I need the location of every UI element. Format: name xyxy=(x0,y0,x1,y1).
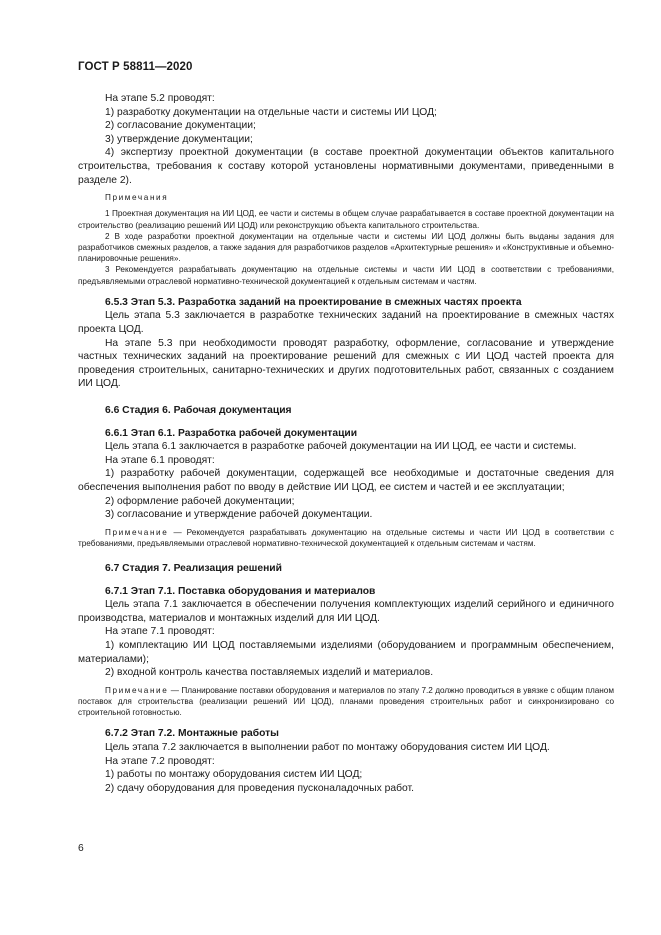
list-item: 1) разработку документации на отдельные части и системы ИИ ЦОД; xyxy=(105,106,437,118)
list-item: 2) сдачу оборудования для проведения пусконаладочных работ. xyxy=(105,782,414,794)
list-item: 2) согласование документации; xyxy=(105,120,256,132)
note-item: 2 В ходе разработки проектной документации на отдельные части и системы ИИ ЦОД должны быть выданы задания для разработчиков смежных разделов, а также задания для разработчиков разделов «Архитектурные решения» и «Конструктивные и объемно-планировочные решения». xyxy=(78,231,614,264)
list-item: 1) работы по монтажу оборудования систем ИИ ЦОД; xyxy=(105,769,363,781)
list-item: 3) согласование и утверждение рабочей документации. xyxy=(105,509,373,521)
page-number: 6 xyxy=(78,843,84,854)
note-6-7-1 xyxy=(78,685,614,719)
section-heading-6-7-1: 6.7.1 Этап 7.1. Поставка оборудования и материалов xyxy=(105,585,376,597)
paragraph: На этапе 6.1 проводят: xyxy=(105,454,215,466)
list-item: 1) комплектацию ИИ ЦОД поставляемыми изделиями (оборудованием и программным обеспечением, материалами); xyxy=(78,640,614,665)
note-6-6-1 xyxy=(78,527,614,549)
section-heading-6-6-1: 6.6.1 Этап 6.1. Разработка рабочей документации xyxy=(105,427,358,439)
list-item: 4) экспертизу проектной документации (в составе проектной документации объектов капитального строительства, требования к составу которой установлены нормативными документами, приведенными в разделе 2). xyxy=(78,147,614,186)
list-item: 2) входной контроль качества поставляемых изделий и материалов. xyxy=(105,667,434,679)
notes-title: Примечания xyxy=(105,193,169,203)
section-heading-6-5-3: 6.5.3 Этап 5.3. Разработка заданий на проектирование в смежных частях проекта xyxy=(105,296,522,308)
section-heading-6-7-2: 6.7.2 Этап 7.2. Монтажные работы xyxy=(105,728,279,740)
note-item: 1 Проектная документация на ИИ ЦОД, ее части и системы в общем случае разрабатывается в составе проектной документации на строительство (реализацию решений ИИ ЦОД) или реконструкцию объекта капитального строительства. xyxy=(78,209,614,230)
section-heading-6-7: 6.7 Стадия 7. Реализация решений xyxy=(105,563,282,575)
paragraph: На этапе 7.2 проводят: xyxy=(105,755,215,767)
section-heading-6-6: 6.6 Стадия 6. Рабочая документация xyxy=(105,404,292,416)
paragraph: Цель этапа 5.3 заключается в разработке технических заданий на проектирование в смежных частях проекта ЦОД. xyxy=(78,310,614,335)
note-text: — Планирование поставки оборудования и материалов по этапу 7.2 должно проводиться в увязке с общим планом поставок для строительства (реализации решений ИИ ЦОД), планами проведения строительных работ и синхронизировано со строительной готовностью. xyxy=(78,685,614,718)
paragraph: Цель этапа 7.1 заключается в обеспечении получения комплектующих изделий серийного и единичного производства, материалов и монтажных изделий для ИИ ЦОД. xyxy=(78,599,614,624)
paragraph: На этапе 7.1 проводят: xyxy=(105,626,215,638)
note-label: Примечание xyxy=(105,527,169,537)
paragraph: Цель этапа 6.1 заключается в разработке рабочей документации на ИИ ЦОД, ее части и системы. xyxy=(105,441,577,453)
page-content xyxy=(78,92,614,795)
note-label: Примечание xyxy=(105,685,169,695)
paragraph: На этапе 5.3 при необходимости проводят разработку, оформление, согласование и утверждение частных технических заданий на проектирование решений для смежных с ИИ ЦОД частей проекта для проведения строительных, санитарно-технических и других подготовительных работ, связанных с созданием ИИ ЦОД. xyxy=(78,337,614,390)
stage-5-2-intro: На этапе 5.2 проводят: xyxy=(105,93,215,104)
paragraph: Цель этапа 7.2 заключается в выполнении работ по монтажу оборудования систем ИИ ЦОД. xyxy=(105,742,550,754)
document-code-header: ГОСТ Р 58811—2020 xyxy=(78,61,193,73)
list-item: 2) оформление рабочей документации; xyxy=(105,495,295,507)
list-item: 1) разработку рабочей документации, содержащей все необходимые и достаточные сведения для обеспечения выполнения работ по вводу в действие ИИ ЦОД, ее систем и частей и ее эксплуатации; xyxy=(78,468,614,493)
note-item: 3 Рекомендуется разрабатывать документацию на отдельные системы и части ИИ ЦОД в соответствии с требованиями, предъявляемыми отраслевой нормативно-технической документацией к отдельным системам и частям. xyxy=(78,265,614,286)
list-item: 3) утверждение документации; xyxy=(105,133,253,145)
note-text: — Рекомендуется разрабатывать документацию на отдельные системы и части ИИ ЦОД в соответствии с требованиями, предъявляемыми отраслевой нормативно-технической документацией к отдельным системам и частям. xyxy=(78,527,614,548)
